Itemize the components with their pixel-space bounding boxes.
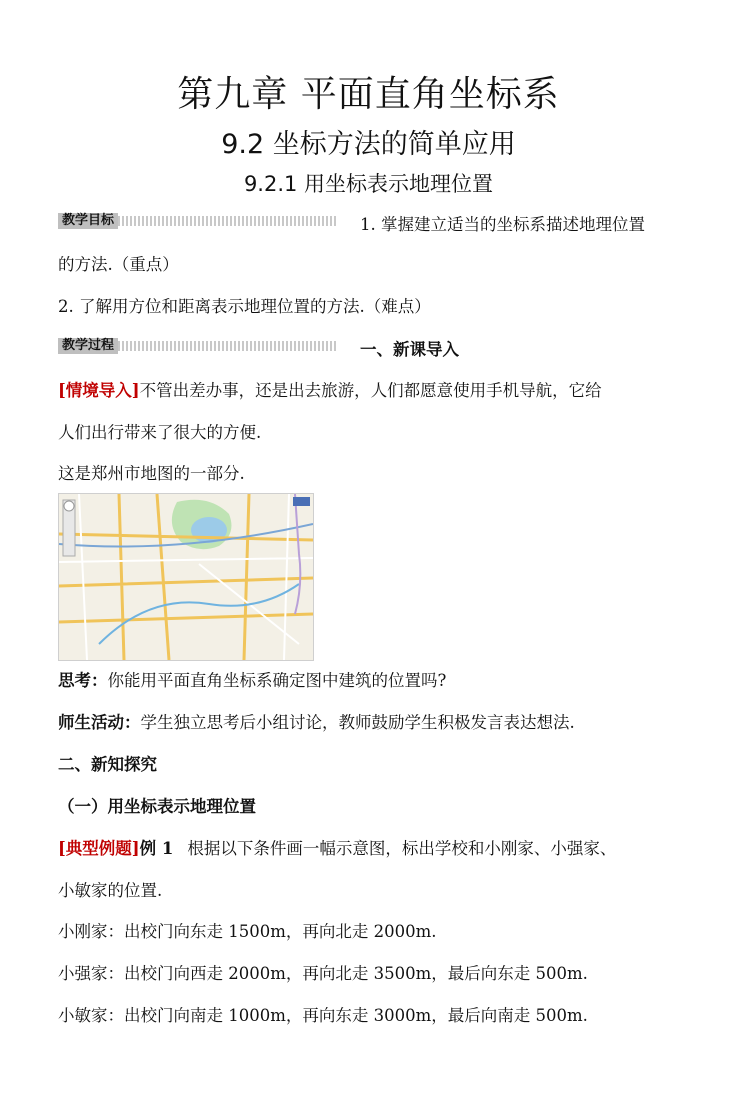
line-xiaomin: 小敏家：出校门向南走 1000m，再向东走 3000m，最后向南走 500m.	[58, 1006, 588, 1025]
example-label: [典型例题]	[58, 839, 140, 858]
intro-label: [情境导入]	[58, 381, 140, 400]
think-line	[58, 670, 688, 692]
activity-text: 学生独立思考后小组讨论，教师鼓励学生积极发言表达想法.	[140, 713, 575, 732]
sub-1-title: （一）用坐标表示地理位置	[58, 797, 256, 816]
example-text-1: 根据以下条件画一幅示意图，标出学校和小刚家、小强家、	[187, 839, 617, 858]
activity-label: 师生活动：	[58, 713, 141, 732]
example-number: 例 1	[139, 839, 174, 858]
part-1-title: 一、新课导入	[360, 340, 459, 359]
process-tag-label: 教学过程	[58, 338, 118, 354]
goal-1-line-1: 1. 掌握建立适当的坐标系描述地理位置	[360, 215, 645, 234]
think-text: 你能用平面直角坐标系确定图中建筑的位置吗?	[107, 671, 447, 690]
goal-2: 2. 了解用方位和距离表示地理位置的方法.（难点）	[58, 297, 431, 316]
part-2-title: 二、新知探究	[58, 755, 157, 774]
goals-tag	[58, 213, 358, 229]
activity-line	[58, 712, 688, 734]
example-line-1	[58, 838, 688, 860]
map-caption: 这是郑州市地图的一部分.	[58, 464, 245, 483]
section-title: 9.2 坐标方法的简单应用	[221, 129, 516, 160]
intro-line-1	[58, 380, 688, 402]
zhengzhou-map-image	[58, 493, 314, 661]
intro-line-2: 人们出行带来了很大的方便.	[58, 423, 262, 442]
goals-tag-label: 教学目标	[58, 213, 118, 229]
tag-divider	[118, 341, 338, 351]
map-illustration	[59, 494, 313, 660]
chapter-title: 第九章 平面直角坐标系	[177, 74, 560, 115]
line-xiaoqiang: 小强家：出校门向西走 2000m，再向北走 3500m，最后向东走 500m.	[58, 964, 588, 983]
line-xiaogang: 小刚家：出校门向东走 1500m，再向北走 2000m.	[58, 922, 437, 941]
subsection-title: 9.2.1 用坐标表示地理位置	[243, 172, 494, 196]
tag-divider	[118, 216, 338, 226]
intro-text-1: 不管出差办事，还是出去旅游，人们都愿意使用手机导航，它给	[139, 381, 602, 400]
example-line-2: 小敏家的位置.	[58, 881, 163, 900]
process-tag	[58, 338, 358, 354]
goal-1-line-2: 的方法.（重点）	[58, 255, 179, 274]
think-label: 思考：	[58, 671, 108, 690]
